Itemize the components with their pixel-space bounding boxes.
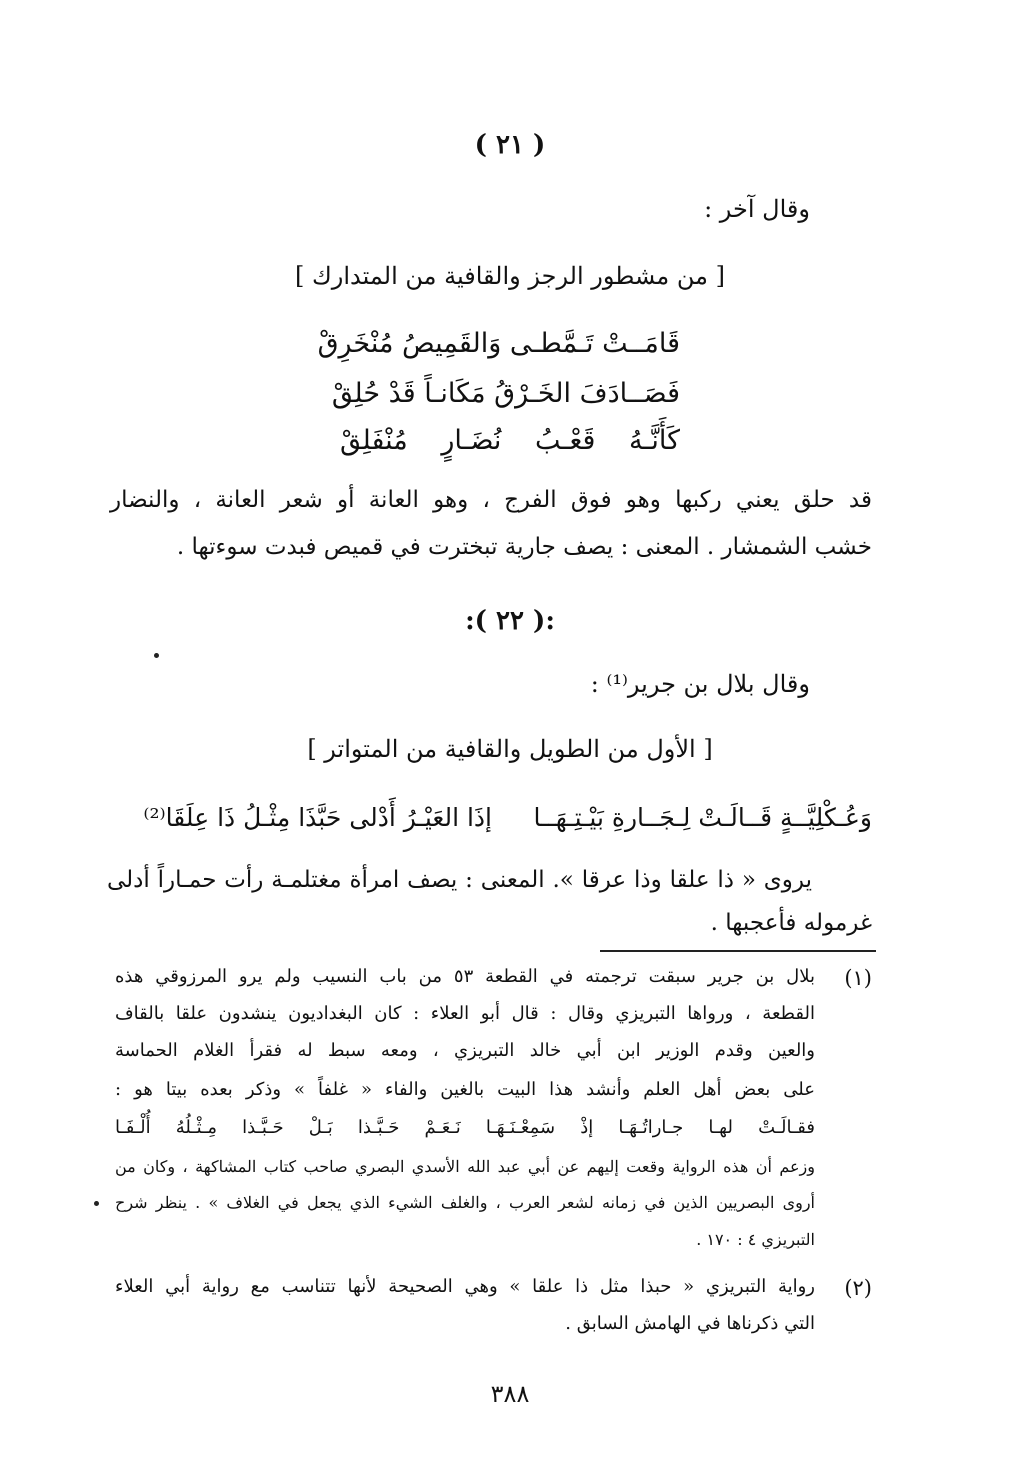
ink-dot (94, 1201, 99, 1206)
section-21-number: ( ٢١ ) (474, 130, 546, 160)
page-number: ٣٨٨ (490, 1380, 530, 1408)
section-22-intro: وقال بلال بن جرير⁽¹⁾ : (590, 670, 810, 698)
footnote-line: التي ذكرناها في الهامش السابق . (565, 1313, 815, 1334)
footnote-line: رواية التبريزي « حبذا مثل ذا علقا » وهي الصحيحة لأنها تتناسب مع رواية أبي العلاء (115, 1276, 815, 1297)
verse-line: فَصَــادَفَ الخَـرْقُ مَكَانـاً قَدْ حُلِقْ (331, 378, 680, 409)
footnote-separator (600, 950, 876, 952)
commentary-line: يروى « ذا علقا وذا عرقا ». المعنى : يصف امرأة مغتلمـة رأت حمـاراً أدلى (107, 867, 812, 893)
verse-second-half: إذَا العَيْـرُ أَدْلى حَبَّذَا مِثْـلُ ذَا عِلَقَا⁽²⁾ (143, 803, 492, 832)
footnote-line: على بعض أهل العلم وأنشد هذا البيت بالغين والفاء « غلفاً » وذكر بعده بيتا هو : (115, 1079, 815, 1100)
verse-line: قَامَــتْ تَـمَّطـى وَالقَمِيصُ مُنْخَرِقْ (317, 328, 680, 359)
verse-line: كَأَنَّـهُ قَعْـبُ نُضَـارٍ مُنْفَلِقْ (340, 425, 680, 456)
footnote-line: أروى البصريين الذين في زمانه لشعر العرب ، والغلف الشيء الذي يجعل في الغلاف » . ينظر شرح (115, 1193, 815, 1212)
section-21-meter: [ من مشطور الرجز والقافية من المتدارك ] (295, 262, 725, 290)
commentary-line: غرموله فأعجبها . (710, 910, 872, 936)
footnote-line: وزعم أن هذه الرواية وقعت إليهم عن أبي عبد الله الأسدي البصري صاحب كتاب المشاكهة ، وكان من (115, 1157, 815, 1176)
footnote-number: (١) (844, 966, 872, 990)
verse-first-half: وَعُـكْلِيَّــةٍ قَــالَـتْ لِـجَــارةِ بَيْـتِـهَــا (533, 803, 872, 832)
footnote-verse: فقـالَـتْ لهـا جـاراتُـهَـا إذْ سَمِعْـنَـهَـا نَـعَـمْ حَـبَّـذا بَـلْ حَـبَّـذا مِـثْـلُهُ أُلْـفَـا (115, 1117, 815, 1138)
commentary-line: قد حلق يعني ركبها وهو فوق الفرج ، وهو العانة أو شعر العانة ، والنضار (110, 487, 872, 513)
ink-dot (154, 653, 159, 658)
section-22-meter: [ الأول من الطويل والقافية من المتواتر ] (307, 735, 713, 763)
footnote-line: القطعة ، ورواها التبريزي وقال : قال أبو العلاء : كان البغداديون ينشدون علقا بالقاف (115, 1003, 815, 1024)
commentary-line: خشب الشمشار . المعنى : يصف جارية تبخترت في قميص فبدت سوءتها . (176, 534, 872, 560)
footnote-line: التبريزي ٤ : ١٧٠ . (696, 1230, 815, 1249)
footnote-number: (٢) (844, 1276, 872, 1300)
section-21-intro: وقال آخر : (704, 195, 810, 223)
footnote-line: بلال بن جرير سبقت ترجمته في القطعة ٥٣ من باب النسيب ولم يرو المرزوقي هذه (115, 966, 815, 987)
section-22-number: :( ٢٢ ): (465, 606, 555, 636)
footnote-line: والعين وقدم الوزير ابن أبي خالد التبريزي ، ومعه سبط له فقرأ الغلام الحماسة (115, 1040, 815, 1061)
